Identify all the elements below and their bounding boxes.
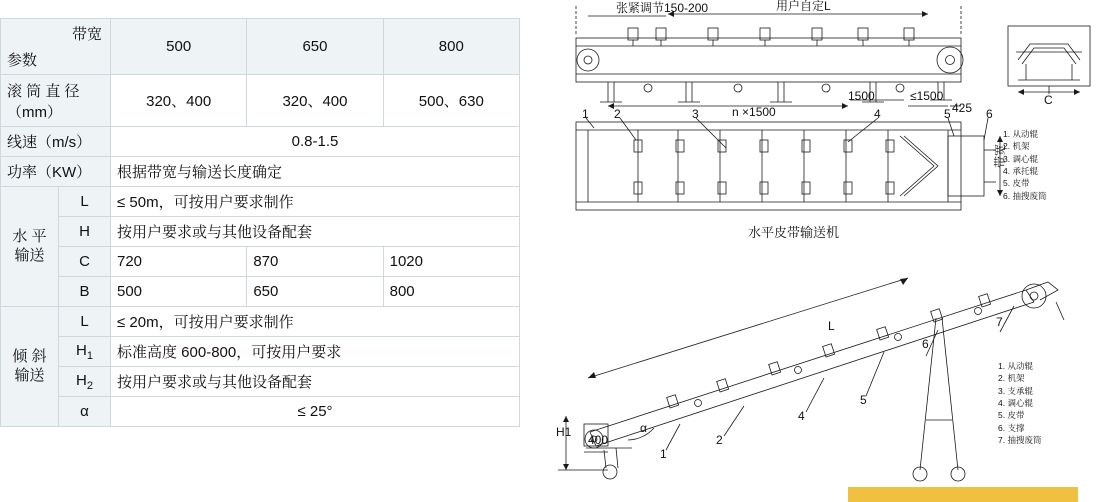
- group-label-incline-line1: 倾 斜: [12, 347, 47, 365]
- annotation-H1: H1: [556, 425, 572, 439]
- annotation-C: C: [1044, 93, 1053, 107]
- annotation-le1500: ≤1500: [910, 89, 944, 103]
- legend-bottom-item-3: 3. 支承辊: [998, 385, 1033, 396]
- drum-diameter-650: 320、400: [247, 75, 383, 127]
- row-incline-alpha: [1, 397, 520, 427]
- caption-horizontal-conveyor: 水平皮带输送机: [748, 225, 840, 240]
- value-power: 根据带宽与输送长度确定: [111, 157, 520, 187]
- table-header-row: [1, 19, 520, 75]
- header-width-500: 500: [111, 19, 247, 75]
- legend-bottom-item-5: 5. 皮带: [998, 410, 1025, 421]
- horizontal-B-500: 500: [111, 277, 247, 307]
- legend-top-item-5: 5. 皮带: [1003, 178, 1030, 189]
- row-horizontal-C: [1, 247, 520, 277]
- specification-table: [0, 18, 520, 427]
- row-incline-H1: [1, 337, 520, 367]
- sub-label-incline-H2-index: 2: [86, 379, 93, 392]
- label-drum-diameter-line1: 滚 筒 直 径: [7, 82, 80, 100]
- horizontal-B-650: 650: [247, 277, 383, 307]
- sub-label-horizontal-H: H: [59, 217, 111, 247]
- sub-label-incline-H1-index: 1: [86, 349, 93, 362]
- row-incline-L: [1, 307, 520, 337]
- mark-bottom-2: 2: [716, 433, 723, 447]
- sub-label-incline-H2-text: H: [76, 371, 87, 389]
- annotation-belt-width: 带宽: [993, 143, 1007, 168]
- group-label-horizontal: [1, 187, 59, 307]
- annotation-tension: 张紧调节150-200: [616, 1, 709, 15]
- row-incline-H2: [1, 367, 520, 397]
- group-label-incline-line2: 输送: [14, 366, 45, 384]
- legend-top-item-6: 6. 抽搜废筒: [1003, 190, 1047, 201]
- legend-top-item-3: 3. 调心辊: [1003, 153, 1038, 164]
- group-label-horizontal-line1: 水 平: [12, 227, 47, 245]
- value-incline-L: ≤ 20m，可按用户要求制作: [111, 307, 520, 337]
- sub-label-horizontal-B: B: [59, 277, 111, 307]
- legend-top-item-4: 4. 承托辊: [1003, 165, 1038, 176]
- mark-top-3: 3: [692, 107, 699, 121]
- header-bandwidth-param: [1, 19, 111, 75]
- label-drum-diameter: [1, 75, 111, 127]
- sub-label-horizontal-L: L: [59, 187, 111, 217]
- row-horizontal-L: [1, 187, 520, 217]
- sub-label-incline-L-text: L: [80, 313, 89, 330]
- technical-drawings: [548, 0, 1114, 502]
- mark-top-1: 1: [582, 107, 589, 121]
- sub-label-incline-H2: [59, 367, 111, 397]
- sub-label-incline-H1: [59, 337, 111, 367]
- legend-top: [1003, 128, 1046, 202]
- annotation-alpha: α: [640, 421, 647, 435]
- sub-label-incline-alpha: α: [59, 397, 111, 427]
- annotation-1500: 1500: [848, 89, 875, 103]
- label-power: 功率（KW）: [1, 157, 111, 187]
- horizontal-C-500: 720: [111, 247, 247, 277]
- label-drum-diameter-line2: （mm）: [7, 103, 62, 121]
- value-line-speed: 0.8-1.5: [111, 127, 520, 157]
- annotation-user-defined: 用户自定L: [776, 0, 831, 13]
- mark-top-6: 6: [986, 107, 993, 121]
- horizontal-C-800: 1020: [383, 247, 519, 277]
- mark-top-2: 2: [614, 107, 621, 121]
- legend-bottom-item-1: 1. 从动辊: [998, 361, 1033, 371]
- sub-label-incline-H1-text: H: [76, 341, 87, 359]
- value-horizontal-H: 按用户要求或与其他设备配套: [111, 217, 520, 247]
- bottom-accent-bar: [848, 487, 1078, 502]
- value-incline-H2: 按用户要求或与其他设备配套: [111, 367, 520, 397]
- annotation-n1500: n ×1500: [732, 105, 776, 119]
- mark-bottom-6: 6: [922, 337, 929, 351]
- row-line-speed: [1, 127, 520, 157]
- group-label-incline: [1, 307, 59, 427]
- mark-bottom-5: 5: [860, 393, 867, 407]
- value-horizontal-L: ≤ 50m，可按用户要求制作: [111, 187, 520, 217]
- legend-bottom-item-2: 2. 机架: [998, 373, 1025, 384]
- row-horizontal-B: [1, 277, 520, 307]
- horizontal-C-650: 870: [247, 247, 383, 277]
- sub-label-incline-L: [59, 307, 111, 337]
- row-power: [1, 157, 520, 187]
- sub-label-horizontal-C: C: [59, 247, 111, 277]
- annotation-425: 425: [952, 101, 973, 115]
- legend-bottom-item-4: 4. 调心辊: [998, 397, 1033, 408]
- legend-bottom-item-6: 6. 支撑: [998, 422, 1025, 433]
- mark-top-4: 4: [874, 107, 881, 121]
- value-incline-H1: 标准高度 600-800，可按用户要求: [111, 337, 520, 367]
- legend-bottom-item-7: 7. 抽搜废筒: [998, 434, 1042, 445]
- legend-bottom: [998, 360, 1041, 446]
- legend-top-item-2: 2. 机架: [1003, 141, 1030, 152]
- mark-bottom-1: 1: [660, 447, 667, 461]
- mark-bottom-7: 7: [996, 315, 1003, 329]
- annotation-L-incline: L: [828, 319, 835, 333]
- label-line-speed: 线速（m/s）: [1, 127, 111, 157]
- bottom-incline-elevation: [558, 278, 1064, 481]
- top-side-elevation: [576, 6, 963, 109]
- header-bandwidth-label: 带宽: [71, 26, 102, 43]
- drum-diameter-800: 500、630: [383, 75, 519, 127]
- header-width-650: 650: [247, 19, 383, 75]
- header-width-800: 800: [383, 19, 519, 75]
- value-incline-alpha: ≤ 25°: [111, 397, 520, 427]
- row-drum-diameter: [1, 75, 520, 127]
- mark-bottom-4: 4: [798, 409, 805, 423]
- mark-top-5: 5: [944, 107, 951, 121]
- top-section-view: [1008, 26, 1090, 95]
- horizontal-B-800: 800: [383, 277, 519, 307]
- annotation-400: 400: [588, 433, 609, 447]
- header-param-label: 参数: [7, 52, 38, 69]
- legend-top-item-1: 1. 从动辊: [1003, 129, 1038, 139]
- drum-diameter-500: 320、400: [111, 75, 247, 127]
- top-plan-view: [576, 118, 1003, 210]
- row-horizontal-H: [1, 217, 520, 247]
- group-label-horizontal-line2: 输送: [14, 246, 45, 264]
